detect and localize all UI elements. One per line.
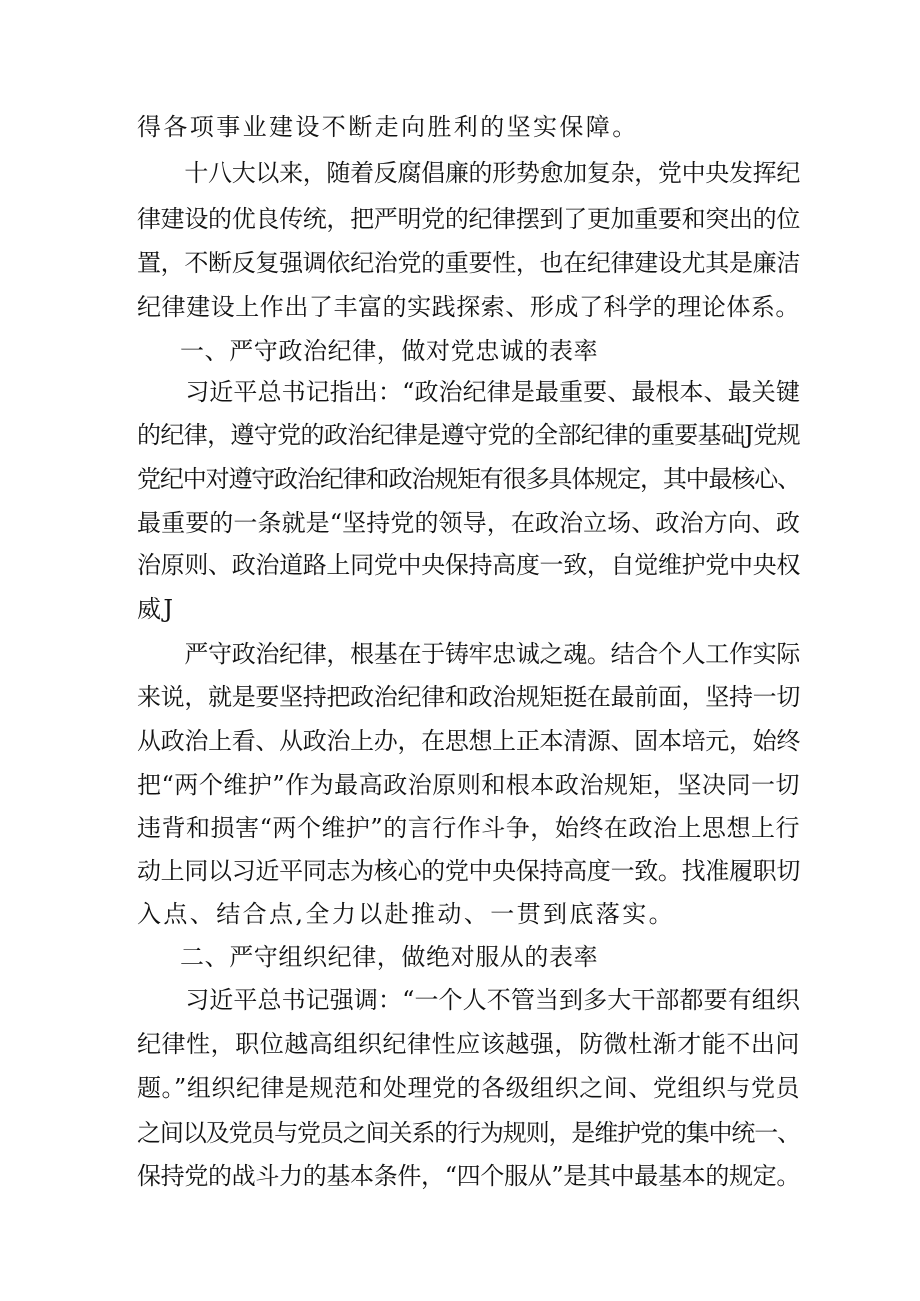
paragraph-line: 威J	[137, 595, 176, 623]
paragraph-line: 习近平总书记强调：“一个人不管当到多大干部都要有组织	[137, 986, 800, 1014]
paragraph-line: 来说，就是要坚持把政治纪律和政治规矩挺在最前面，坚持一切	[137, 683, 800, 711]
paragraph-line: 纪律建设上作出了丰富的实践探索、形成了科学的理论体系。	[137, 293, 800, 321]
paragraph-line: 从政治上看、从政治上办，在思想上正本清源、固本培元，始终	[137, 727, 800, 755]
paragraph-line: 置，不断反复强调依纪治党的重要性，也在纪律建设尤其是廉洁	[137, 249, 800, 277]
paragraph-line: 得各项事业建设不断走向胜利的坚实保障。	[137, 113, 639, 141]
paragraph-line: 最重要的一条就是“坚持党的领导，在政治立场、政治方向、政	[137, 509, 800, 537]
paragraph-line: 严守政治纪律，根基在于铸牢忠诚之魂。结合个人工作实际	[137, 640, 800, 668]
paragraph-line: 的纪律，遵守党的政治纪律是遵守党的全部纪律的重要基础J党规	[137, 421, 801, 449]
paragraph-line: 把“两个维护”作为最高政治原则和根本政治规矩，坚决同一切	[137, 771, 800, 799]
paragraph-line: 律建设的优良传统，把严明党的纪律摆到了更加重要和突出的位	[137, 205, 800, 233]
paragraph-line: 习近平总书记指出：“政治纪律是最重要、最根本、最关键	[137, 378, 800, 406]
section-heading: 二、严守组织纪律，做绝对服从的表率	[180, 943, 599, 971]
paragraph-line: 题。”组织纪律是规范和处理党的各级组织之间、党组织与党员	[137, 1074, 800, 1102]
paragraph-line: 纪律性，职位越高组织纪律性应该越强，防微杜渐才能不出问	[137, 1030, 800, 1058]
paragraph-line: 之间以及党员与党员之间关系的行为规则，是维护党的集中统一、	[137, 1119, 800, 1147]
section-heading: 一、严守政治纪律，做对党忠诚的表率	[180, 337, 599, 365]
paragraph-line: 治原则、政治道路上同党中央保持高度一致，自觉维护党中央权	[137, 551, 800, 579]
paragraph-line: 违背和损害“两个维护”的言行作斗争，始终在政治上思想上行	[137, 814, 800, 842]
paragraph-line: 入点、结合点,全力以赴推动、一贯到底落实。	[137, 900, 676, 928]
paragraph-line: 动上同以习近平同志为核心的党中央保持高度一致。找准履职切	[137, 857, 800, 885]
paragraph-line: 保持党的战斗力的基本条件，“四个服从”是其中最基本的规定。	[137, 1162, 800, 1190]
paragraph-line: 党纪中对遵守政治纪律和政治规矩有很多具体规定，其中最核心、	[137, 465, 800, 493]
paragraph-line: 十八大以来，随着反腐倡廉的形势愈加复杂，党中央发挥纪	[137, 159, 800, 187]
